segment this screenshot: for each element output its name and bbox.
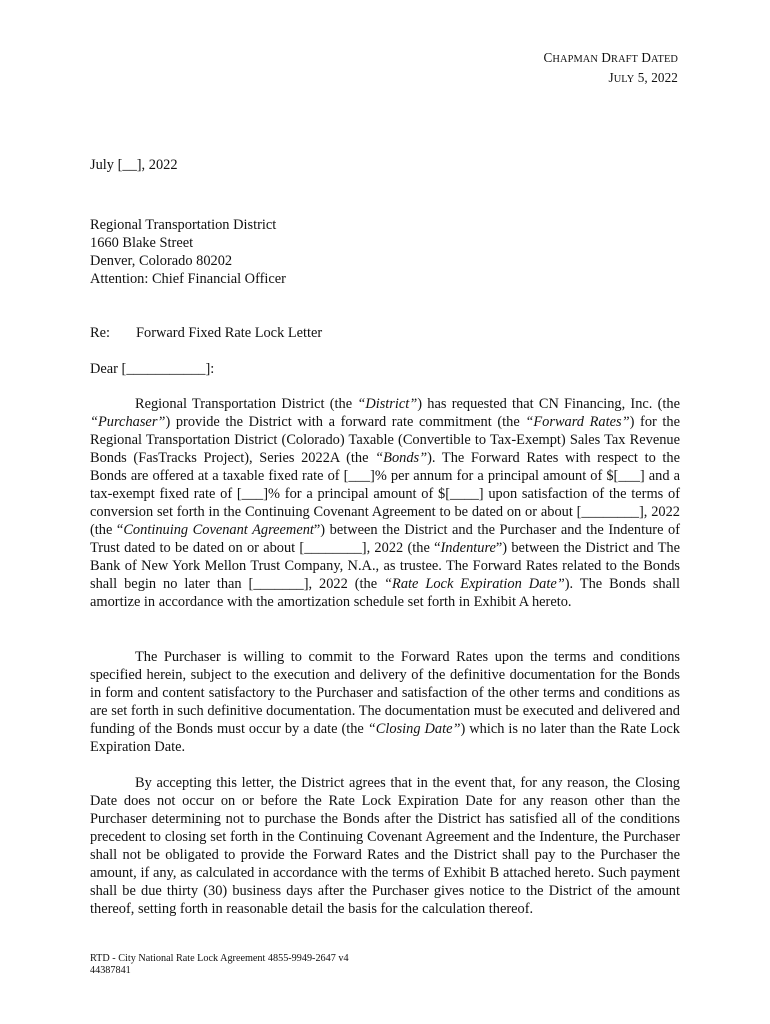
draft-stamp — [543, 49, 678, 88]
letter-date: July [__], 2022 — [90, 157, 178, 173]
salutation: Dear [___________]: — [90, 361, 215, 377]
draft-stamp-line2: JULY 5, 2022 — [608, 69, 678, 85]
subject-label: Re: — [90, 325, 110, 341]
draft-stamp-line1: CHAPMAN DRAFT DATED — [543, 50, 678, 65]
document-footer — [90, 953, 349, 977]
address-line: Attention: Chief Financial Officer — [90, 271, 286, 287]
subject-line — [90, 324, 322, 342]
recipient-address — [90, 216, 286, 288]
paragraph-forward-rates: Regional Transportation District (the “District”) has requested that CN Financing, Inc. (the “Purchaser”) provide the District with a forward rate commitment (the “Forward Rates”) for the Regional Transportation District (Colorado) Taxable (Convertible to Tax-Exempt) Sales Tax Revenue Bonds (FasTracks Project), Series 2022A (the “Bonds”). The Forward Rates with respect to the Bonds are offered at a taxable fixed rate of [___]% per annum for a principal amount of $[___] and a tax-exempt fixed rate of [___]% for a principal amount of $[____] upon satisfaction of the terms of conversion set forth in the Continuing Covenant Agreement to be dated on or about [________], 2022 (the “Continuing Covenant Agreement”) between the District and the Purchaser and the Indenture of Trust dated to be dated on or about [________], 2022 (the “Indenture”) between the District and The Bank of New York Mellon Trust Company, N.A., as trustee. The Forward Rates related to the Bonds shall begin no later than [_______], 2022 (the “Rate Lock Expiration Date”). The Bonds shall amortize in accordance with the amortization schedule set forth in Exhibit A hereto. — [90, 396, 681, 610]
subject-text: Forward Fixed Rate Lock Letter — [136, 325, 323, 341]
paragraph-commitment: The Purchaser is willing to commit to the Forward Rates upon the terms and conditions specified herein, subject to the execution and delivery of the definitive documentation for the Bonds in form and content satisfactory to the Purchaser and satisfaction of the other terms and conditions as are set forth in such definitive documentation. The documentation must be executed and delivered and funding of the Bonds must occur by a date (the “Closing Date”) which is no later than the Rate Lock Expiration Date. — [90, 649, 681, 755]
footer-doc-id: RTD - City National Rate Lock Agreement 4855-9949-2647 v4 — [90, 953, 349, 964]
address-line: Regional Transportation District — [90, 217, 277, 233]
address-line: Denver, Colorado 80202 — [90, 253, 233, 269]
address-line: 1660 Blake Street — [90, 235, 194, 251]
paragraph-acceptance: By accepting this letter, the District agrees that in the event that, for any reason, the Closing Date does not occur on or before the Rate Lock Expiration Date for any reason other than the Purchaser determining not to purchase the Bonds after the District has satisfied all of the conditions precedent to closing set forth in the Continuing Covenant Agreement and the Indenture, the Purchaser shall not be obligated to provide the Forward Rates and the District shall pay to the Purchaser the amount, if any, as calculated in accordance with the terms of Exhibit B attached hereto. Such payment shall be due thirty (30) business days after the Purchaser gives notice to the District of the amount thereof, setting forth in reasonable detail the basis for the calculation thereof. — [90, 775, 680, 917]
footer-number: 44387841 — [90, 965, 131, 976]
